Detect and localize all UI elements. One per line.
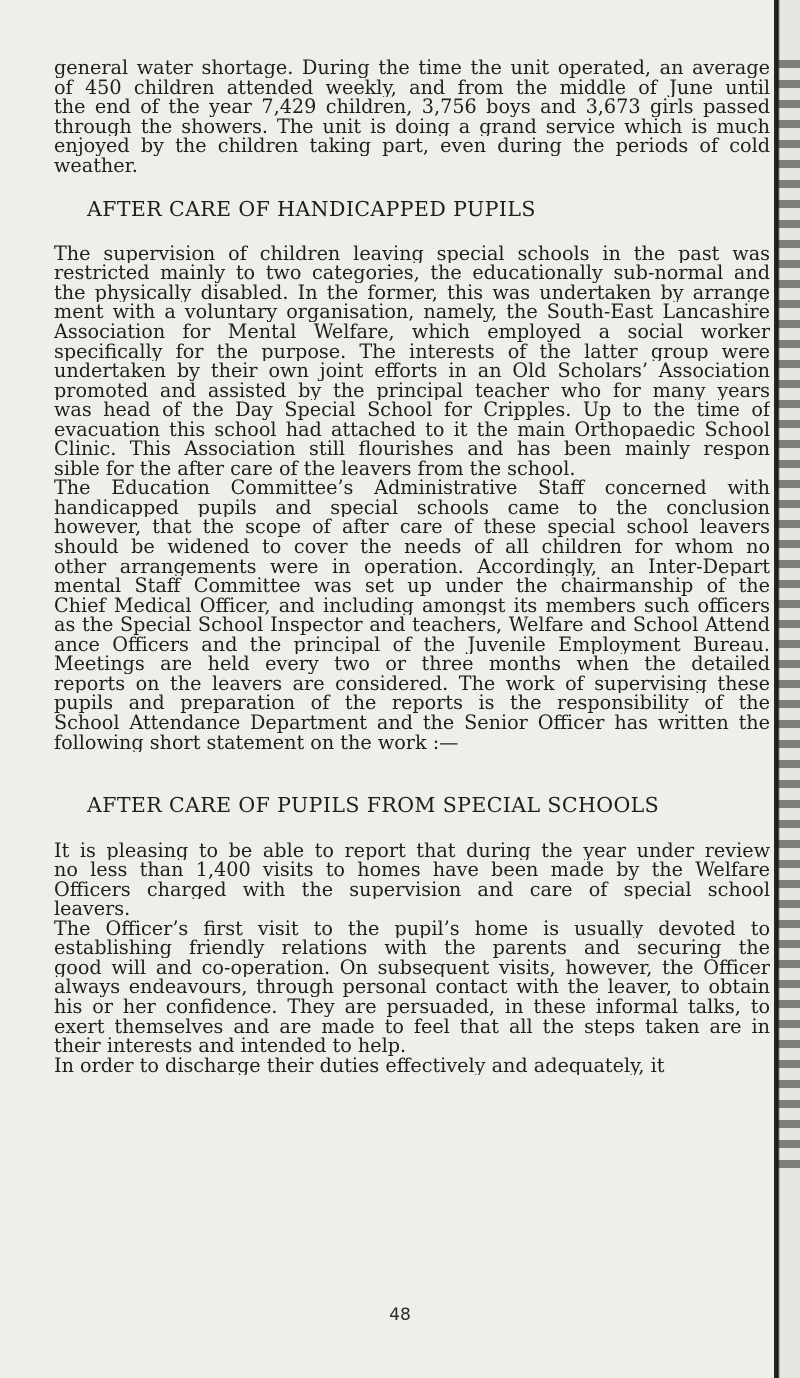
- text-line: School Attendance Department and the Senior Officer has written the: [54, 712, 770, 733]
- intro-paragraph: [54, 58, 770, 175]
- text-line: undertaken by their own joint efforts in an Old Scholars’ Association: [54, 361, 770, 381]
- text-line: was head of the Day Special School for Cripples. Up to the time of: [54, 400, 770, 420]
- section-heading-special-schools: AFTER CARE OF PUPILS FROM SPECIAL SCHOOLS: [87, 793, 660, 818]
- text-line: always endeavours, through personal contact with the leaver, to obtain: [54, 977, 770, 997]
- text-line: Clinic. This Association still flourishes and has been mainly respon: [54, 439, 770, 459]
- text-line: Chief Medical Officer, and including amongst its members such officers: [54, 595, 770, 616]
- text-line: the end of the year 7,429 children, 3,756 boys and 3,673 girls passed: [54, 97, 770, 117]
- text-line: good will and co-operation. On subsequent visits, however, the Officer: [54, 957, 770, 978]
- text-line: enjoyed by the children taking part, even during the periods of cold: [54, 136, 770, 156]
- page-number: 48: [389, 1305, 411, 1325]
- text-line: sible for the after care of the leavers from the school.: [54, 458, 576, 479]
- text-line: leavers.: [54, 899, 131, 919]
- text-line: no less than 1,400 visits to homes have been made by the Welfare: [54, 860, 770, 880]
- text-line: The supervision of children leaving special schools in the past was: [54, 243, 770, 264]
- text-line: ment with a voluntary organisation, namely, the South-East Lancashire: [54, 302, 770, 323]
- section-heading-handicapped-pupils: AFTER CARE OF HANDICAPPED PUPILS: [87, 197, 536, 222]
- text-line: Meetings are held every two or three months when the detailed: [54, 654, 770, 674]
- text-line: ance Officers and the principal of the Juvenile Employment Bureau.: [54, 634, 770, 655]
- text-line: mental Staff Committee was set up under the chairmanship of the: [54, 576, 770, 596]
- text-line: however, that the scope of after care of these special school leavers: [54, 517, 770, 538]
- text-line: through the showers. The unit is doing a grand service which is much: [54, 116, 770, 137]
- text-line: In order to discharge their duties effectively and adequately, it: [54, 1055, 665, 1076]
- text-line: their interests and intended to help.: [54, 1036, 407, 1056]
- text-line: general water shortage. During the time the unit operated, an average: [54, 58, 770, 78]
- text-line: following short statement on the work :—: [54, 732, 459, 753]
- text-line: should be widened to cover the needs of all children for whom no: [54, 537, 770, 557]
- text-line: of 450 children attended weekly, and from the middle of June until: [54, 77, 770, 98]
- text-line: establishing friendly relations with the parents and securing the: [54, 938, 770, 958]
- text-line: the physically disabled. In the former, this was undertaken by arrange: [54, 282, 770, 303]
- text-line: weather.: [54, 155, 138, 176]
- page-text-column: [54, 58, 770, 1075]
- text-line: pupils and preparation of the reports is the responsibility of the: [54, 693, 770, 713]
- text-line: as the Special School Inspector and teachers, Welfare and School Attend: [54, 615, 770, 635]
- text-line: It is pleasing to be able to report that during the year under review: [54, 840, 770, 861]
- text-line: specifically for the purpose. The interests of the latter group were: [54, 341, 770, 362]
- text-line: evacuation this school had attached to it the main Orthopaedic School: [54, 419, 770, 440]
- text-line: exert themselves and are made to feel that all the steps taken are in: [54, 1016, 770, 1037]
- text-line: handicapped pupils and special schools came to the conclusion: [54, 497, 770, 518]
- section-special-schools-body: [54, 841, 770, 1076]
- text-line: other arrangements were in operation. Accordingly, an Inter-Depart: [54, 556, 770, 577]
- facing-page-bleed: [778, 60, 800, 1180]
- text-line: The Officer’s first visit to the pupil’s home is usually devoted to: [54, 918, 770, 939]
- section-handicapped-pupils-body: [54, 244, 770, 752]
- text-line: The Education Committee’s Administrative Staff concerned with: [54, 478, 770, 498]
- text-line: promoted and assisted by the principal teacher who for many years: [54, 380, 770, 401]
- text-line: restricted mainly to two categories, the educationally sub-normal and: [54, 263, 770, 283]
- text-line: Officers charged with the supervision and care of special school: [54, 879, 770, 900]
- text-line: Association for Mental Welfare, which employed a social worker: [54, 322, 770, 342]
- text-line: his or her confidence. They are persuaded, in these informal talks, to: [54, 996, 770, 1017]
- text-line: reports on the leavers are considered. The work of supervising these: [54, 673, 770, 694]
